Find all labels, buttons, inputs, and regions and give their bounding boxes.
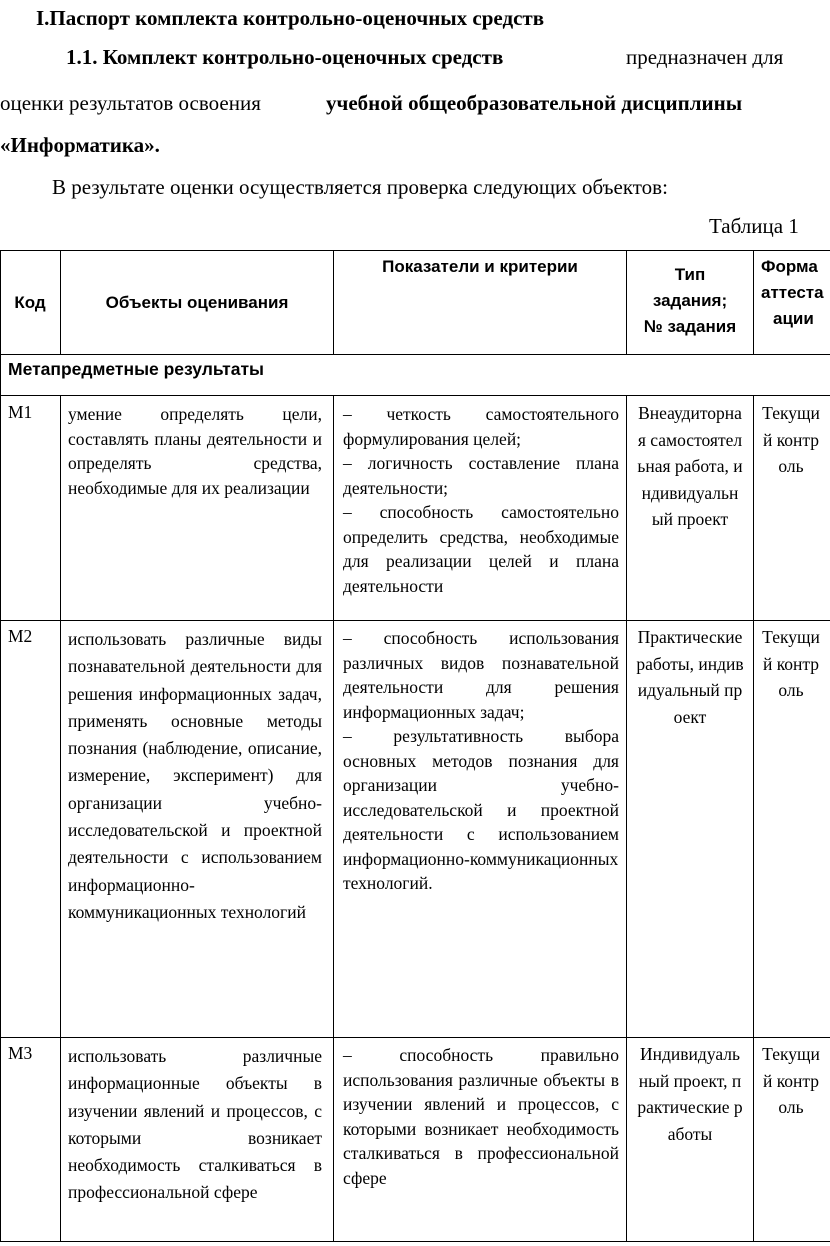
paragraph-3-bold: «Информатика».	[0, 133, 160, 157]
row-code: М1	[8, 402, 33, 422]
row-object: умение определять цели, составлять планы деятельности и определять средства, необходимые для их реализации	[68, 404, 322, 498]
table-rule	[0, 1037, 830, 1038]
table-rule	[60, 395, 61, 1242]
table-rule	[626, 250, 627, 354]
row-criteria: – четкость самостоятельного формулирования целей; – логичность составление плана деятельности; – способность самостоятельно определить средства, необходимые для реализации целей и плана деятельности	[343, 404, 619, 596]
document-heading: I.Паспорт комплекта контрольно-оценочных средств	[36, 6, 545, 30]
row-code: М3	[8, 1043, 33, 1063]
row-form: Текущий контроль	[762, 403, 820, 476]
table-rule	[333, 395, 334, 1242]
row-task-type: Практические работы, индивидуальный проект	[636, 627, 744, 727]
paragraph-1-bold: 1.1. Комплект контрольно-оценочных средств	[66, 45, 504, 69]
header-code: Код	[14, 293, 46, 312]
assessment-table	[0, 250, 830, 1243]
section-title: Метапредметные результаты	[8, 359, 264, 379]
row-criteria: – способность использования различных видов познавательной деятельности для решения информационных задач; – результативность выбора основных методов познания для организации учебно-исследовательской и проектной деятельности с использованием информационно-коммуникационных технологий.	[343, 628, 619, 893]
table-rule	[0, 354, 830, 355]
header-form	[757, 254, 829, 332]
row-task-type: Внеаудиторная самостоятельная работа, индивидуальный проект	[637, 403, 743, 529]
row-criteria: – способность правильно использования различные объекты в изучении явлений и процессов, с которыми возникает необходимость сталкиваться в профессиональной сфере	[343, 1045, 619, 1188]
header-criteria: Показатели и критерии	[382, 257, 578, 276]
row-task-type: Индивидуальный проект, практические работы	[637, 1044, 743, 1144]
table-rule	[626, 395, 627, 1242]
header-form-line: ации	[773, 309, 814, 328]
table-rule	[0, 395, 830, 396]
paragraph-2	[0, 89, 830, 117]
header-objects: Объекты оценивания	[105, 293, 289, 312]
row-object: использовать различные информационные объекты в изучении явлений и процессов, с которыми возникает необходимость сталкиваться в профессиональной сфере	[68, 1046, 322, 1203]
header-form-line: Форма	[761, 257, 818, 276]
table-rule	[753, 395, 754, 1242]
paragraph-1-text: предназначен для	[626, 45, 784, 69]
table-rule	[60, 250, 61, 354]
row-object: использовать различные виды познавательной деятельности для решения информационных задач, применять основные методы познания (наблюдение, описание, измерение, эксперимент) для организации учебно-исследовательской и проектной деятельности с использованием информационно-коммуникационных технологий	[68, 629, 322, 922]
paragraph-4: В результате оценки осуществляется проверка следующих объектов:	[52, 175, 668, 199]
table-caption: Таблица 1	[709, 214, 799, 238]
row-code: М2	[8, 626, 33, 646]
table-rule	[0, 1241, 830, 1242]
row-form: Текущий контроль	[762, 1044, 820, 1117]
header-task-type	[628, 262, 752, 340]
paragraph-2-bold: учебной общеобразовательной дисциплины	[326, 91, 743, 115]
header-form-line: аттеста	[761, 283, 824, 302]
header-task-type-line: задания;	[652, 291, 728, 310]
paragraph-2-text: оценки результатов освоения	[0, 91, 261, 115]
table-rule	[753, 250, 754, 354]
header-task-type-line: Тип	[674, 265, 706, 284]
row-form: Текущий контроль	[762, 627, 820, 700]
header-task-type-line: № задания	[643, 317, 737, 336]
table-rule	[0, 620, 830, 621]
table-rule	[0, 250, 1, 1242]
table-rule	[333, 250, 334, 354]
paragraph-1	[66, 43, 826, 71]
table-rule	[0, 250, 830, 251]
